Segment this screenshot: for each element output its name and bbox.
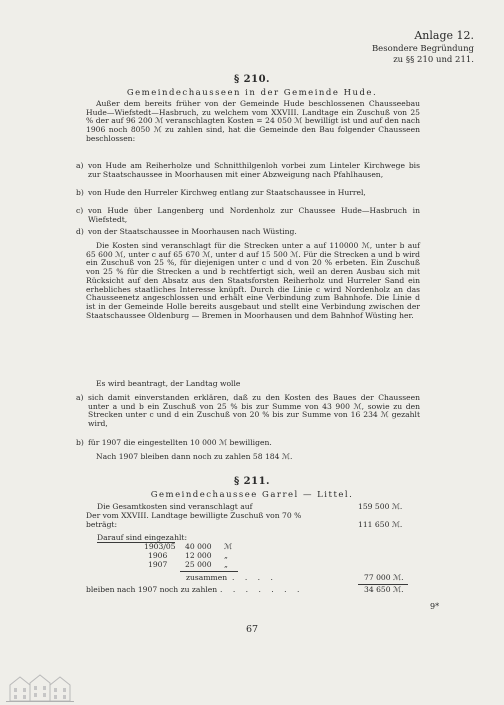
section-210-after: Nach 1907 bleiben dann noch zu zahlen 58 184 ℳ.: [96, 452, 293, 461]
list-marker: a): [76, 393, 84, 402]
payment-unit: ℳ: [224, 542, 233, 551]
remain-value: 34 650 ℳ.: [364, 585, 404, 594]
list-text: von der Staatschaussee in Moorhausen nach Wüsting.: [88, 227, 297, 236]
list-item: [76, 228, 420, 238]
section-211-subheading: Gemeindechaussee Garrel — Littel.: [150, 490, 354, 500]
section-210-subheading: Gemeindechausseen in der Gemeinde Hude.: [126, 88, 378, 98]
list-text: von Hude den Hurreler Kirchweg entlang zur Staatschaussee in Hurrel,: [88, 188, 366, 197]
list-text: für 1907 die eingestellten 10 000 ℳ bewilligen.: [88, 438, 272, 447]
payment-amount: 40 000: [185, 542, 212, 551]
grant-label: Der vom XXVIII. Landtage bewilligte Zuschuß von 70 %: [86, 511, 302, 520]
list-item: [76, 207, 420, 225]
grant-value: 111 650 ℳ.: [358, 520, 403, 529]
remain-dots: . . . . . . .: [220, 585, 304, 594]
annex-note: [372, 30, 474, 66]
proposal-item: [76, 394, 420, 430]
payment-amount: 12 000: [185, 551, 212, 560]
list-text: von Hude über Langenberg und Nordenholz zur Chaussee Hude—Hasbruch in Wiefstedt,: [88, 206, 420, 224]
payment-year: 1907: [148, 560, 168, 569]
section-210-costs: Die Kosten sind veranschlagt für die Strecken unter a auf 110000 ℳ, unter b auf 65 600 ℳ, unter c auf 65 670 ℳ, unter d auf 15 500 ℳ. Für die Strecken a und b wird ein Zuschuß von 25 %, für diejenigen unter c und d von 20 % erbeten. Ein Zuschuß von 25 % für die Strecken a und b rechtfertigt sich, weil an deren Ausbau sich mit Rücksicht auf den Absatz aus den Staatsforsten Reiherholz und Hurreler Sand ein erhebliches staatliches Interesse knüpft. Durch die Linie c wird Nordenholz an das Chausseenetz angeschlossen und erhält eine Verbindung zum Bahnhofe. Die Linie d ist in der Gemeinde Holle bereits ausgebaut und stellt eine Verbindung zwischen der Staatschaussee Oldenburg — Bremen in Moorhausen und dem Bahnhof Wüsting her.: [86, 241, 420, 320]
payment-year: 1903/05: [144, 542, 176, 551]
annex-line-1: Besondere Begründung: [371, 44, 474, 54]
list-marker: d): [76, 227, 84, 236]
list-marker: b): [76, 188, 84, 197]
payment-year: 1906: [148, 551, 168, 560]
section-211-heading: § 211.: [233, 476, 271, 487]
paid-label: Darauf sind eingezahlt:: [97, 533, 188, 542]
list-text: sich damit einverstanden erklären, daß zu den Kosten des Baues der Chausseen unter a und b ein Zuschuß von 25 % bis zur Summe von 43 900 ℳ, sowie zu den Strecken unter c und d ein Zuschuß von 20 % bis zur Summe von 16 234 ℳ gezahlt wird,: [88, 393, 420, 429]
total-value: 77 000 ℳ.: [364, 573, 404, 582]
total-label: zusammen: [186, 573, 228, 582]
list-item: [76, 189, 420, 207]
proposal-item: [76, 439, 420, 449]
section-210-heading: § 210.: [233, 74, 271, 85]
total-cost-value: 159 500 ℳ.: [358, 502, 403, 511]
list-marker: b): [76, 438, 84, 447]
grant-label-2: beträgt:: [86, 520, 118, 529]
section-210-intro: Außer dem bereits früher von der Gemeinde Hude beschlossenen Chausseebau Hude—Wiefstedt—Hasbruch, zu welchem vom XXVIII. Landtage ein Zuschuß von 25 % der auf 96 200 ℳ veranschlagten Kosten = 24 050 ℳ bewilligt ist und auf den nach 1906 noch 8050 ℳ zu zahlen sind, hat die Gemeinde den Bau folgender Chausseen beschlossen:: [86, 99, 420, 143]
list-marker: c): [76, 206, 84, 215]
library-building-logo: [4, 671, 76, 703]
total-cost-label: Die Gesamtkosten sind veranschlagt auf: [97, 502, 253, 511]
list-marker: a): [76, 161, 84, 170]
payment-unit: „: [224, 551, 228, 560]
payments-sum-line: [180, 571, 238, 572]
total-dots: . . . .: [232, 573, 277, 582]
signature-mark: 9*: [430, 602, 440, 611]
section-210-proposal: Es wird beantragt, der Landtag wolle: [96, 379, 241, 388]
annex-line-2: zu §§ 210 und 211.: [393, 55, 474, 65]
list-item: [76, 162, 420, 190]
annex-title: Anlage 12.: [414, 29, 474, 42]
remain-label: bleiben nach 1907 noch zu zahlen: [86, 585, 218, 594]
payment-amount: 25 000: [185, 560, 212, 569]
list-text: von Hude am Reiherholze und Schnitthilgenloh vorbei zum Linteler Kirchwege bis zur Staatschaussee in Moorhausen mit einer Abzweigung nach Pfahlhausen,: [88, 161, 420, 179]
page-number: 67: [245, 624, 259, 635]
payment-unit: „: [224, 560, 228, 569]
